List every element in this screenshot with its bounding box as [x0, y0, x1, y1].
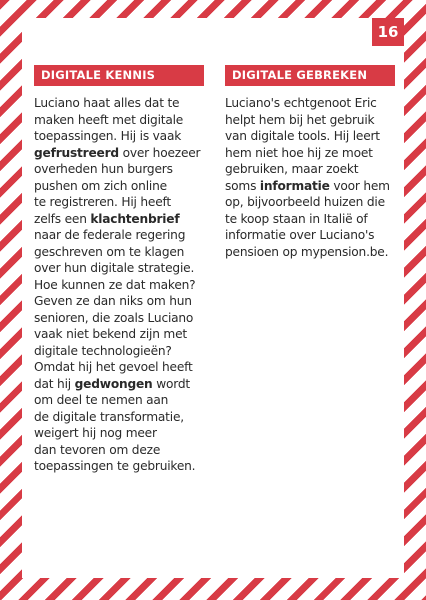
text-line [225, 161, 395, 178]
text-line [225, 194, 395, 211]
text-line [34, 128, 204, 145]
text-line [34, 277, 204, 294]
text-line [225, 211, 395, 228]
text-line [225, 227, 395, 244]
section-heading: DIGITALE KENNIS [34, 65, 204, 86]
text-run: wordt [152, 376, 190, 391]
text-run: om deel te nemen aan [34, 393, 169, 407]
text-run: overheden hun burgers [34, 162, 173, 176]
text-run: zelfs een [34, 211, 91, 226]
text-line [34, 95, 204, 112]
text-run: Hoe kunnen ze dat maken? [34, 277, 196, 292]
text-line [34, 392, 204, 409]
text-run: geschreven om te klagen [34, 244, 185, 259]
text-run: pushen om zich online [34, 178, 167, 193]
text-run: toepassingen. Hij is vaak [34, 129, 182, 143]
text-run: te registreren. Hij heeft [34, 195, 171, 209]
emphasized-word: gefrustreerd [34, 145, 119, 160]
text-run: Omdat hij het gevoel heeft [34, 360, 193, 374]
text-line [34, 425, 204, 442]
text-run: toepassingen te gebruiken. [34, 459, 196, 473]
text-line [34, 161, 204, 178]
section-digitale-kennis [34, 65, 204, 475]
text-run: senioren, die zoals Luciano [34, 310, 194, 325]
page-number: 16 [372, 18, 404, 46]
text-run: informatie over Luciano's [225, 228, 375, 242]
text-line [34, 310, 204, 327]
text-line [225, 244, 395, 261]
text-run: weigert hij nog meer [34, 426, 157, 440]
text-run: digitale technologieën? [34, 343, 172, 358]
text-run: de digitale transformatie, [34, 409, 184, 424]
text-line [34, 244, 204, 261]
section-body [225, 95, 395, 260]
text-run: op, bijvoorbeeld huizen die [225, 195, 385, 209]
text-run: Luciano haat alles dat te [34, 96, 180, 110]
text-line [225, 112, 395, 129]
section-heading: DIGITALE GEBREKEN [225, 65, 395, 86]
text-run: pensioen op mypension.be. [225, 244, 389, 259]
text-line [34, 194, 204, 211]
text-line [34, 326, 204, 343]
emphasized-word: gedwongen [74, 376, 153, 391]
text-line [34, 112, 204, 129]
text-run: voor hem [329, 178, 390, 193]
text-line [34, 227, 204, 244]
text-run: Geven ze dan niks om hun [34, 294, 192, 308]
text-run: te koop staan in Italië of [225, 211, 368, 226]
text-line [225, 145, 395, 162]
text-line [34, 376, 204, 393]
emphasized-word: klachtenbrief [90, 211, 180, 226]
text-run: over hun digitale strategie. [34, 261, 195, 275]
text-run: Luciano's echtgenoot Eric [225, 96, 377, 110]
text-line [34, 145, 204, 162]
section-body [34, 95, 204, 475]
text-run: over hoezeer [118, 145, 201, 160]
text-run: hem niet hoe hij ze moet [225, 145, 373, 160]
text-line [34, 442, 204, 459]
text-line [34, 409, 204, 426]
text-line [34, 211, 204, 228]
text-run: gebruiken, maar zoekt [225, 162, 359, 176]
text-line [225, 128, 395, 145]
text-line [34, 178, 204, 195]
text-run: van digitale tools. Hij leert [225, 129, 380, 143]
text-run: dan tevoren om deze [34, 442, 161, 457]
emphasized-word: informatie [259, 178, 330, 193]
text-run: maken heeft met digitale [34, 112, 184, 127]
text-run: dat hij [34, 376, 75, 391]
text-line [34, 260, 204, 277]
text-run: vaak niet bekend zijn met [34, 327, 187, 341]
text-run: naar de federale regering [34, 228, 186, 242]
content-panel [22, 18, 404, 578]
text-line [225, 178, 395, 195]
text-line [34, 343, 204, 360]
section-digitale-gebreken [225, 65, 395, 260]
text-run: helpt hem bij het gebruik [225, 112, 375, 127]
text-line [34, 293, 204, 310]
text-run: soms [225, 178, 260, 193]
text-line [225, 95, 395, 112]
text-line [34, 458, 204, 475]
text-line [34, 359, 204, 376]
